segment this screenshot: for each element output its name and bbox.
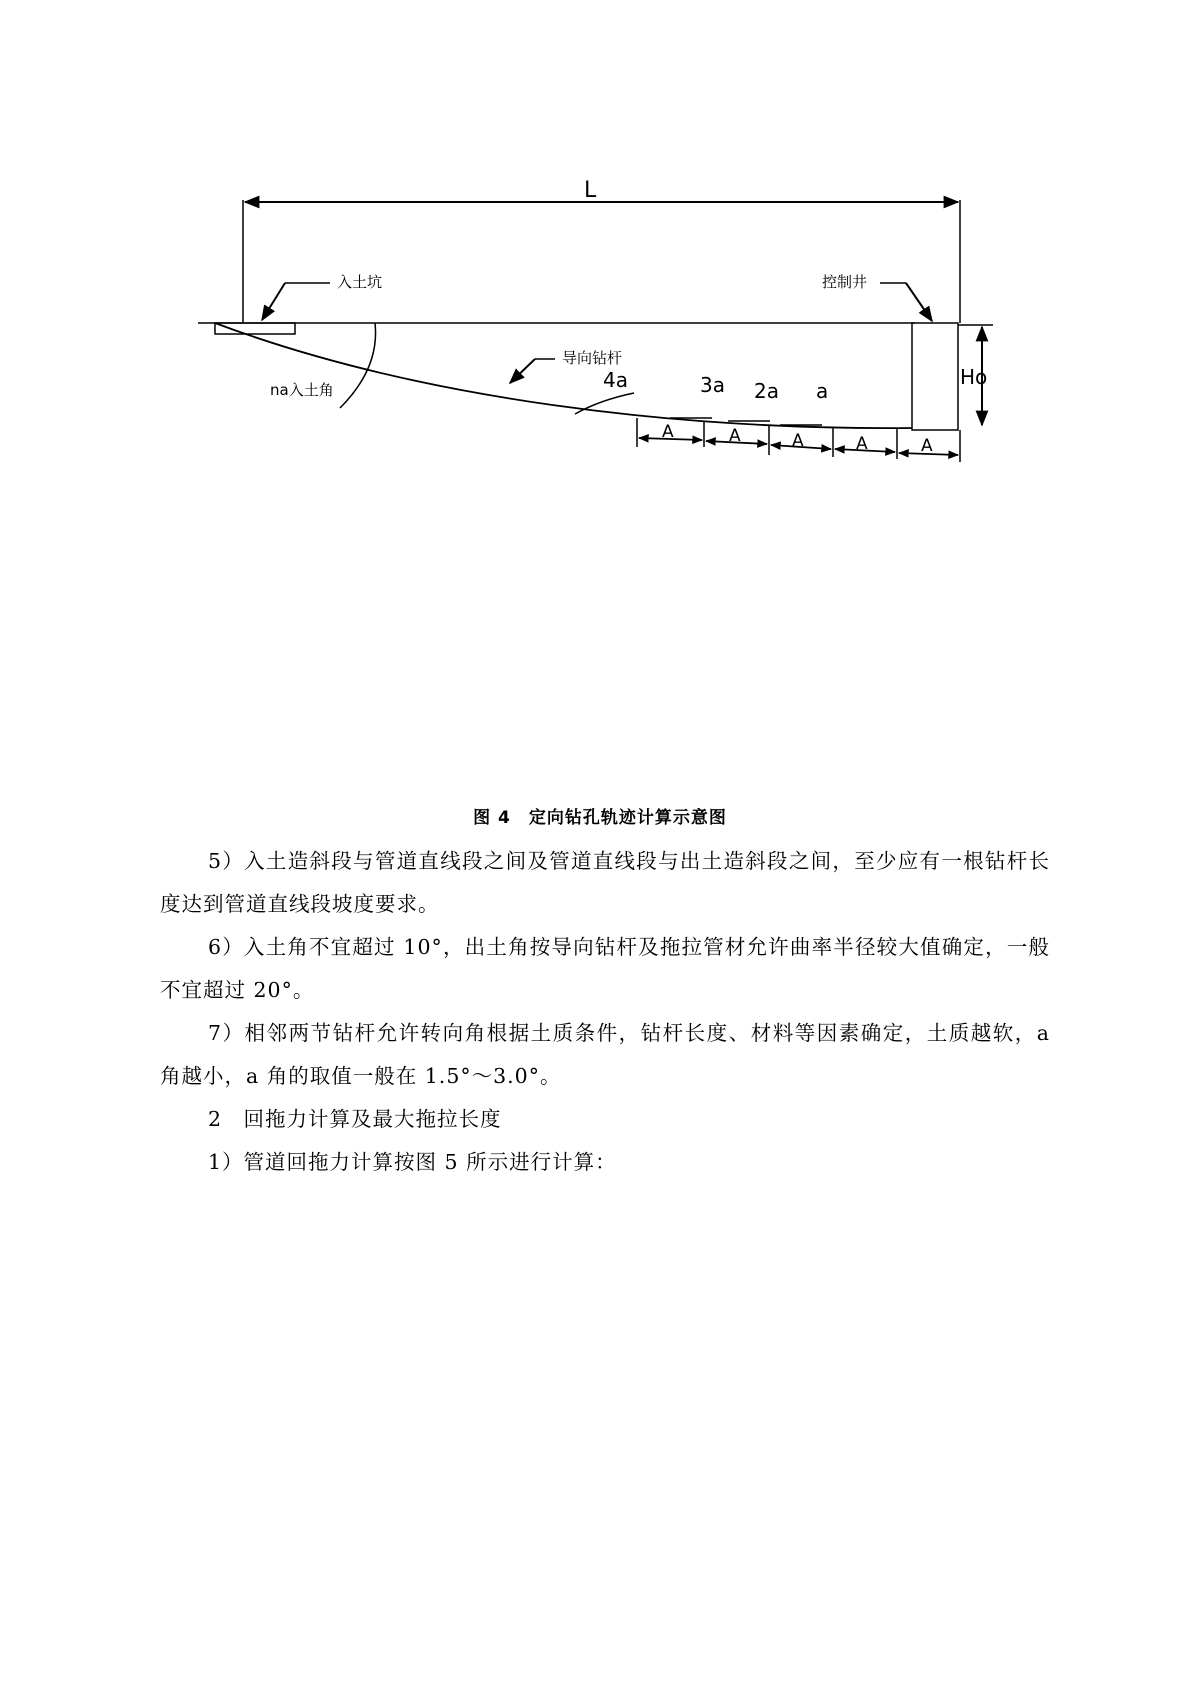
segment-label-5: A xyxy=(921,436,933,456)
entry-pit xyxy=(215,323,295,334)
angle-label-4a: 4a xyxy=(603,368,628,392)
angle-label-3a: 3a xyxy=(700,373,725,397)
guide-rod-label: 导向钻杆 xyxy=(562,349,623,367)
entry-angle-arc xyxy=(340,323,376,408)
body-text xyxy=(160,840,1050,1184)
drill-trajectory-curve xyxy=(215,323,912,428)
section-heading: 2 回拖力计算及最大拖拉长度 xyxy=(208,1107,502,1131)
figure-caption: 图 4 定向钻孔轨迹计算示意图 xyxy=(473,808,727,828)
guide-rod-arrow xyxy=(510,359,535,383)
segment-label-4: A xyxy=(856,434,868,454)
drilling-trajectory-diagram xyxy=(0,0,1200,480)
angle-label-a: a xyxy=(816,379,829,403)
control-well-label: 控制井 xyxy=(822,273,868,291)
control-well-arrow xyxy=(906,283,932,321)
paragraph-item-6: 6）入土角不宜超过 10°，出土角按导向钻杆及拖拉管材允许曲率半径较大值确定，一般不宜超过 20°。 xyxy=(160,935,1050,1002)
entry-pit-label: 入土坑 xyxy=(337,273,383,291)
entry-angle-label: na入土角 xyxy=(270,381,334,399)
segment-label-2: A xyxy=(729,426,741,446)
length-label: L xyxy=(584,178,597,203)
segment-label-1: A xyxy=(662,422,674,442)
paragraph-item-1: 1）管道回拖力计算按图 5 所示进行计算： xyxy=(208,1150,617,1174)
paragraph-item-5: 5）入土造斜段与管道直线段之间及管道直线段与出土造斜段之间，至少应有一根钻杆长度达到管道直线段坡度要求。 xyxy=(160,849,1050,916)
paragraph-item-7: 7）相邻两节钻杆允许转向角根据土质条件，钻杆长度、材料等因素确定，土质越软，a 角越小，a 角的取值一般在 1.5°～3.0°。 xyxy=(160,1021,1050,1088)
angle-label-2a: 2a xyxy=(754,379,779,403)
entry-pit-arrow xyxy=(262,283,285,320)
segment-label-3: A xyxy=(792,431,804,451)
depth-label: Ho xyxy=(960,365,988,389)
control-well xyxy=(912,323,958,430)
